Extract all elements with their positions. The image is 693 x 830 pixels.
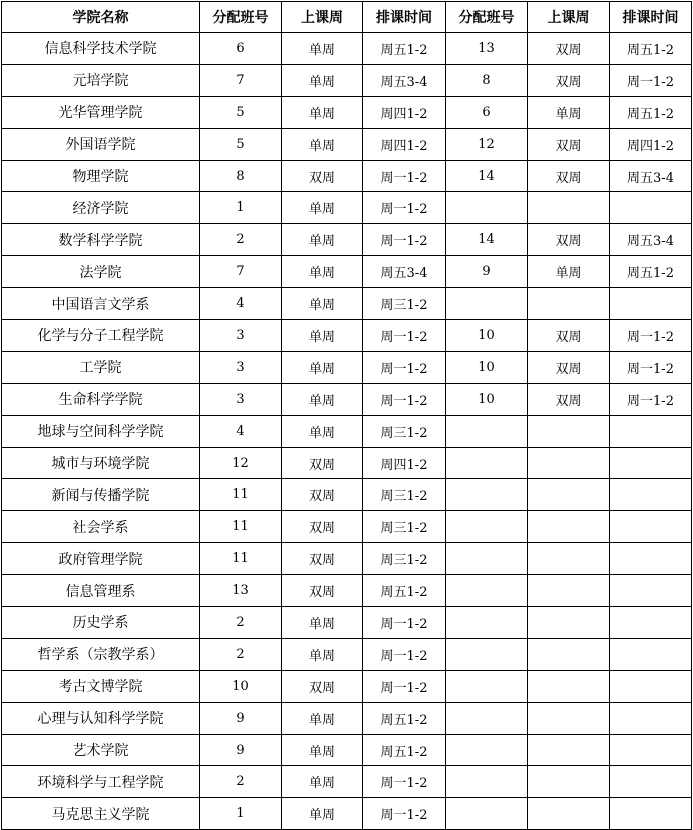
cell-college-name: 地球与空间科学学院 xyxy=(2,415,200,447)
cell-college-name: 工学院 xyxy=(2,351,200,383)
table-row xyxy=(2,256,692,288)
cell-schedule-time-1: 周一1-2 xyxy=(363,383,446,415)
cell-class-number-1: 11 xyxy=(200,479,282,511)
cell-week-1: 单周 xyxy=(282,128,363,160)
table-row xyxy=(2,192,692,224)
cell-week-1: 单周 xyxy=(282,96,363,128)
cell-schedule-time-1: 周三1-2 xyxy=(363,543,446,575)
cell-schedule-time-2 xyxy=(610,670,692,702)
cell-schedule-time-1: 周一1-2 xyxy=(363,798,446,830)
cell-college-name: 中国语言文学系 xyxy=(2,288,200,320)
cell-schedule-time-1: 周三1-2 xyxy=(363,511,446,543)
cell-schedule-time-2 xyxy=(610,288,692,320)
cell-class-number-1: 9 xyxy=(200,734,282,766)
cell-week-2 xyxy=(528,638,610,670)
cell-schedule-time-2 xyxy=(610,415,692,447)
cell-class-number-2: 10 xyxy=(446,351,528,383)
table-row xyxy=(2,64,692,96)
cell-class-number-2: 10 xyxy=(446,320,528,352)
cell-schedule-time-2 xyxy=(610,192,692,224)
cell-class-number-1: 3 xyxy=(200,320,282,352)
cell-schedule-time-2: 周一1-2 xyxy=(610,383,692,415)
cell-week-1: 单周 xyxy=(282,288,363,320)
cell-college-name: 信息管理系 xyxy=(2,575,200,607)
table-row xyxy=(2,288,692,320)
table-row xyxy=(2,511,692,543)
cell-class-number-2: 6 xyxy=(446,96,528,128)
cell-schedule-time-2 xyxy=(610,575,692,607)
cell-schedule-time-1: 周三1-2 xyxy=(363,415,446,447)
cell-class-number-1: 5 xyxy=(200,128,282,160)
cell-class-number-1: 8 xyxy=(200,160,282,192)
cell-week-2 xyxy=(528,734,610,766)
cell-class-number-1: 11 xyxy=(200,511,282,543)
table-row xyxy=(2,766,692,798)
cell-week-1: 双周 xyxy=(282,511,363,543)
header-row xyxy=(2,2,692,33)
cell-class-number-1: 10 xyxy=(200,670,282,702)
cell-class-number-1: 3 xyxy=(200,351,282,383)
table-row xyxy=(2,575,692,607)
cell-week-1: 单周 xyxy=(282,415,363,447)
cell-schedule-time-2 xyxy=(610,607,692,639)
cell-schedule-time-1: 周五3-4 xyxy=(363,64,446,96)
cell-week-2: 单周 xyxy=(528,96,610,128)
cell-college-name: 考古文博学院 xyxy=(2,670,200,702)
cell-schedule-time-2: 周一1-2 xyxy=(610,351,692,383)
cell-week-1: 双周 xyxy=(282,670,363,702)
cell-college-name: 经济学院 xyxy=(2,192,200,224)
cell-schedule-time-1: 周一1-2 xyxy=(363,638,446,670)
cell-week-2 xyxy=(528,670,610,702)
header-schedule-time-2: 排课时间 xyxy=(610,2,692,33)
cell-college-name: 法学院 xyxy=(2,256,200,288)
cell-week-2 xyxy=(528,702,610,734)
cell-class-number-2 xyxy=(446,734,528,766)
table-row xyxy=(2,320,692,352)
cell-week-2: 双周 xyxy=(528,128,610,160)
cell-schedule-time-1: 周五1-2 xyxy=(363,702,446,734)
table-row xyxy=(2,415,692,447)
cell-college-name: 元培学院 xyxy=(2,64,200,96)
cell-college-name: 外国语学院 xyxy=(2,128,200,160)
cell-week-1: 双周 xyxy=(282,575,363,607)
cell-college-name: 城市与环境学院 xyxy=(2,447,200,479)
cell-schedule-time-1: 周五1-2 xyxy=(363,33,446,65)
table-row xyxy=(2,670,692,702)
table-row xyxy=(2,33,692,65)
cell-class-number-2 xyxy=(446,288,528,320)
cell-schedule-time-2: 周一1-2 xyxy=(610,64,692,96)
cell-college-name: 历史学系 xyxy=(2,607,200,639)
cell-week-2: 双周 xyxy=(528,224,610,256)
cell-week-1: 双周 xyxy=(282,479,363,511)
cell-schedule-time-1: 周四1-2 xyxy=(363,96,446,128)
cell-college-name: 信息科学技术学院 xyxy=(2,33,200,65)
table-row xyxy=(2,607,692,639)
cell-class-number-2: 13 xyxy=(446,33,528,65)
cell-week-1: 单周 xyxy=(282,766,363,798)
cell-schedule-time-2: 周五3-4 xyxy=(610,224,692,256)
cell-college-name: 哲学系（宗教学系） xyxy=(2,638,200,670)
cell-college-name: 生命科学学院 xyxy=(2,383,200,415)
header-schedule-time-1: 排课时间 xyxy=(363,2,446,33)
cell-schedule-time-1: 周四1-2 xyxy=(363,447,446,479)
header-week-1: 上课周 xyxy=(282,2,363,33)
header-class-number-1: 分配班号 xyxy=(200,2,282,33)
table-row xyxy=(2,447,692,479)
cell-schedule-time-1: 周三1-2 xyxy=(363,288,446,320)
table-row xyxy=(2,224,692,256)
cell-class-number-1: 1 xyxy=(200,192,282,224)
cell-schedule-time-1: 周一1-2 xyxy=(363,192,446,224)
cell-class-number-2 xyxy=(446,575,528,607)
cell-week-2: 双周 xyxy=(528,383,610,415)
cell-class-number-2 xyxy=(446,702,528,734)
cell-week-2 xyxy=(528,798,610,830)
cell-week-2 xyxy=(528,192,610,224)
cell-schedule-time-1: 周四1-2 xyxy=(363,128,446,160)
cell-class-number-1: 1 xyxy=(200,798,282,830)
cell-schedule-time-2: 周五1-2 xyxy=(610,256,692,288)
cell-schedule-time-1: 周一1-2 xyxy=(363,670,446,702)
cell-class-number-2 xyxy=(446,607,528,639)
table-row xyxy=(2,543,692,575)
cell-class-number-1: 4 xyxy=(200,415,282,447)
cell-week-1: 双周 xyxy=(282,447,363,479)
cell-schedule-time-2: 周四1-2 xyxy=(610,128,692,160)
cell-schedule-time-1: 周五3-4 xyxy=(363,256,446,288)
cell-schedule-time-1: 周一1-2 xyxy=(363,607,446,639)
cell-week-2: 双周 xyxy=(528,351,610,383)
cell-schedule-time-2 xyxy=(610,702,692,734)
cell-class-number-1: 6 xyxy=(200,33,282,65)
cell-schedule-time-2: 周五3-4 xyxy=(610,160,692,192)
cell-college-name: 数学科学学院 xyxy=(2,224,200,256)
cell-week-1: 双周 xyxy=(282,543,363,575)
cell-schedule-time-2 xyxy=(610,511,692,543)
table-row xyxy=(2,128,692,160)
cell-schedule-time-1: 周一1-2 xyxy=(363,766,446,798)
cell-week-1: 单周 xyxy=(282,638,363,670)
cell-class-number-1: 9 xyxy=(200,702,282,734)
cell-class-number-1: 13 xyxy=(200,575,282,607)
cell-class-number-1: 2 xyxy=(200,638,282,670)
cell-week-2: 单周 xyxy=(528,256,610,288)
cell-college-name: 政府管理学院 xyxy=(2,543,200,575)
cell-schedule-time-1: 周一1-2 xyxy=(363,351,446,383)
table-row xyxy=(2,383,692,415)
table-row xyxy=(2,798,692,830)
cell-week-2: 双周 xyxy=(528,160,610,192)
table-row xyxy=(2,160,692,192)
cell-week-1: 单周 xyxy=(282,320,363,352)
cell-college-name: 物理学院 xyxy=(2,160,200,192)
table-row xyxy=(2,734,692,766)
cell-week-1: 单周 xyxy=(282,192,363,224)
cell-college-name: 艺术学院 xyxy=(2,734,200,766)
cell-class-number-1: 2 xyxy=(200,607,282,639)
cell-college-name: 心理与认知科学学院 xyxy=(2,702,200,734)
cell-week-2 xyxy=(528,766,610,798)
table-row xyxy=(2,702,692,734)
cell-class-number-1: 2 xyxy=(200,224,282,256)
cell-class-number-1: 7 xyxy=(200,64,282,96)
cell-schedule-time-2: 周五1-2 xyxy=(610,33,692,65)
cell-schedule-time-2 xyxy=(610,734,692,766)
cell-schedule-time-2 xyxy=(610,766,692,798)
cell-class-number-1: 4 xyxy=(200,288,282,320)
table-body xyxy=(2,33,692,830)
cell-week-2: 双周 xyxy=(528,33,610,65)
header-class-number-2: 分配班号 xyxy=(446,2,528,33)
cell-college-name: 化学与分子工程学院 xyxy=(2,320,200,352)
table-row xyxy=(2,479,692,511)
cell-class-number-2 xyxy=(446,192,528,224)
cell-week-1: 单周 xyxy=(282,702,363,734)
header-college-name: 学院名称 xyxy=(2,2,200,33)
cell-class-number-2 xyxy=(446,415,528,447)
cell-week-1: 单周 xyxy=(282,224,363,256)
cell-schedule-time-2: 周一1-2 xyxy=(610,320,692,352)
cell-class-number-2 xyxy=(446,798,528,830)
cell-schedule-time-1: 周一1-2 xyxy=(363,320,446,352)
cell-week-2 xyxy=(528,511,610,543)
cell-week-2 xyxy=(528,415,610,447)
cell-week-1: 单周 xyxy=(282,383,363,415)
cell-college-name: 马克思主义学院 xyxy=(2,798,200,830)
cell-schedule-time-1: 周一1-2 xyxy=(363,160,446,192)
cell-schedule-time-2 xyxy=(610,447,692,479)
cell-college-name: 光华管理学院 xyxy=(2,96,200,128)
cell-class-number-2: 8 xyxy=(446,64,528,96)
cell-schedule-time-2: 周五1-2 xyxy=(610,96,692,128)
cell-schedule-time-1: 周五1-2 xyxy=(363,575,446,607)
table-row xyxy=(2,638,692,670)
cell-schedule-time-1: 周五1-2 xyxy=(363,734,446,766)
table-row xyxy=(2,351,692,383)
cell-class-number-1: 2 xyxy=(200,766,282,798)
cell-week-1: 单周 xyxy=(282,798,363,830)
cell-college-name: 社会学系 xyxy=(2,511,200,543)
cell-week-1: 单周 xyxy=(282,607,363,639)
cell-class-number-2: 14 xyxy=(446,160,528,192)
cell-class-number-1: 7 xyxy=(200,256,282,288)
cell-class-number-2: 10 xyxy=(446,383,528,415)
cell-class-number-2 xyxy=(446,447,528,479)
cell-schedule-time-2 xyxy=(610,479,692,511)
cell-week-1: 单周 xyxy=(282,256,363,288)
cell-week-1: 单周 xyxy=(282,33,363,65)
schedule-table xyxy=(1,1,692,830)
cell-week-2 xyxy=(528,447,610,479)
cell-week-1: 单周 xyxy=(282,64,363,96)
cell-week-1: 双周 xyxy=(282,160,363,192)
cell-class-number-2: 14 xyxy=(446,224,528,256)
table-row xyxy=(2,96,692,128)
cell-class-number-2: 9 xyxy=(446,256,528,288)
cell-week-2 xyxy=(528,575,610,607)
cell-schedule-time-2 xyxy=(610,543,692,575)
cell-class-number-2: 12 xyxy=(446,128,528,160)
cell-class-number-2 xyxy=(446,543,528,575)
cell-schedule-time-2 xyxy=(610,638,692,670)
cell-college-name: 环境科学与工程学院 xyxy=(2,766,200,798)
cell-week-2 xyxy=(528,607,610,639)
cell-week-2 xyxy=(528,288,610,320)
cell-class-number-2 xyxy=(446,638,528,670)
cell-class-number-2 xyxy=(446,766,528,798)
cell-week-2: 双周 xyxy=(528,64,610,96)
cell-schedule-time-1: 周一1-2 xyxy=(363,224,446,256)
cell-week-2: 双周 xyxy=(528,320,610,352)
cell-schedule-time-2 xyxy=(610,798,692,830)
cell-week-2 xyxy=(528,479,610,511)
cell-week-2 xyxy=(528,543,610,575)
cell-week-1: 单周 xyxy=(282,734,363,766)
cell-class-number-1: 5 xyxy=(200,96,282,128)
cell-class-number-1: 11 xyxy=(200,543,282,575)
cell-schedule-time-1: 周三1-2 xyxy=(363,479,446,511)
cell-week-1: 单周 xyxy=(282,351,363,383)
cell-class-number-2 xyxy=(446,479,528,511)
cell-class-number-1: 3 xyxy=(200,383,282,415)
cell-college-name: 新闻与传播学院 xyxy=(2,479,200,511)
header-week-2: 上课周 xyxy=(528,2,610,33)
cell-class-number-2 xyxy=(446,511,528,543)
cell-class-number-1: 12 xyxy=(200,447,282,479)
cell-class-number-2 xyxy=(446,670,528,702)
